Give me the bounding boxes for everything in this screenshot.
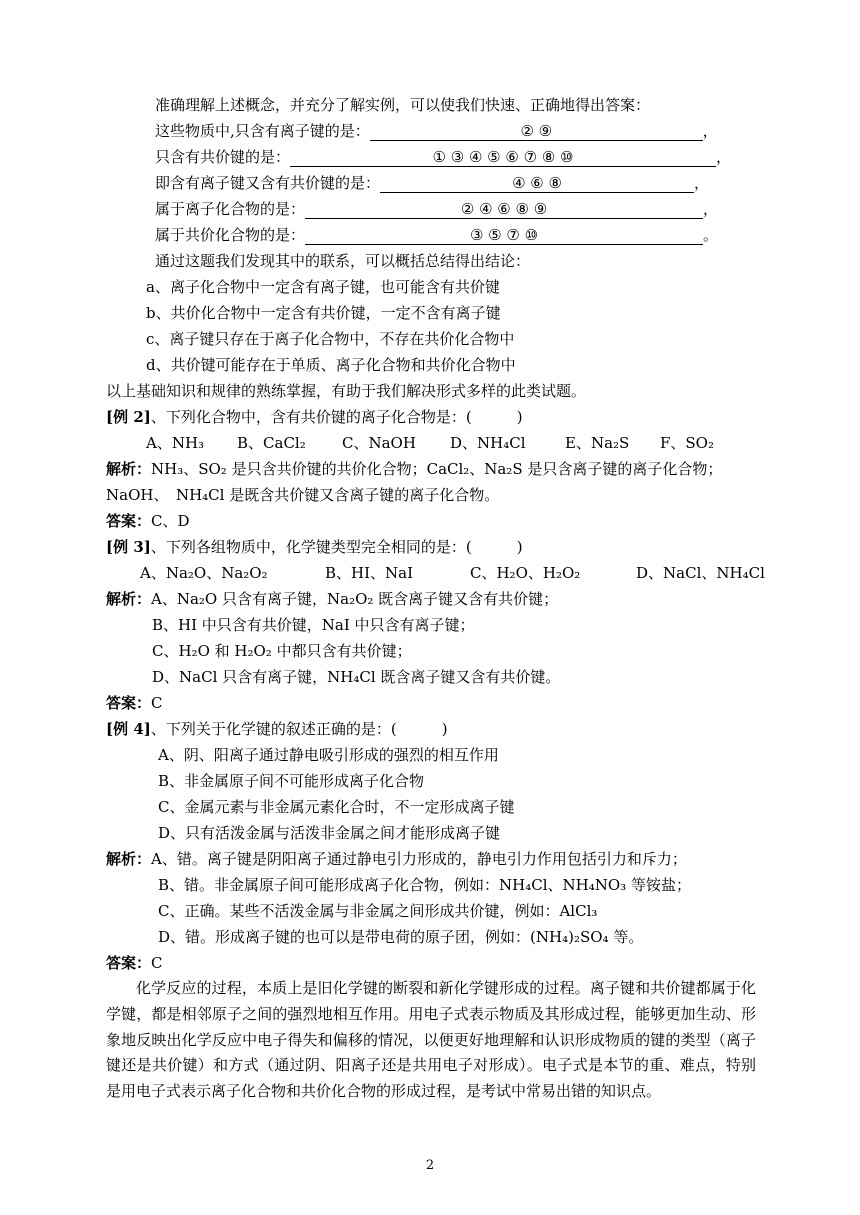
example-3-question xyxy=(106,536,523,558)
example-4-question xyxy=(106,718,448,740)
analysis-text: D、错。形成离子键的也可以是带电荷的原子团，例如：(NH₄)₂SO₄ 等。 xyxy=(158,928,644,946)
punctuation: ， xyxy=(703,200,719,218)
example-tag: [例 3] xyxy=(106,538,151,556)
question-ionic-compounds xyxy=(155,198,718,220)
question-text: 、下列化合物中，含有共价键的离子化合物是：( ) xyxy=(150,408,523,426)
analysis-text: NH₃、SO₂ 是只含共价键的共价化合物；CaCl₂、Na₂S 是只含离子键的离子化合物； xyxy=(151,460,723,478)
conclusion-item: b、共价化合物中一定含有共价键，一定不含有离子键 xyxy=(146,304,501,322)
answer-label: 答案： xyxy=(106,694,152,712)
option: D、NaCl、NH₄Cl xyxy=(636,564,765,582)
punctuation: ， xyxy=(702,122,718,140)
option: D、NH₄Cl xyxy=(450,434,526,452)
option: C、H₂O、H₂O₂ xyxy=(470,564,581,582)
question-covalent-compounds xyxy=(155,224,718,246)
analysis-text: B、HI 中只含有共价键，NaI 中只含有离子键； xyxy=(152,616,475,634)
example-2-answer xyxy=(106,510,190,532)
answer-blank: ④ ⑥ ⑧ xyxy=(380,174,694,193)
answer-text: C、D xyxy=(151,512,190,530)
analysis-label: 解析： xyxy=(106,590,152,608)
answer-blank: ② ⑨ xyxy=(370,122,703,141)
conclusion-item: d、共价键可能存在于单质、离子化合物和共价化合物中 xyxy=(146,356,516,374)
closing-paragraph: 化学反应的过程，本质上是旧化学键的断裂和新化学键形成的过程。离子键和共价键都属于化学键，都是相邻原子之间的强烈地相互作用。用电子式表示物质及其形成过程，能够更加生动、形象地反映出化学反应中电子得失和偏移的情况，以便更好地理解和认识形成物质的键的类型（离子键还是共价键）和方式（通过阴、阳离子还是共用电子对形成）。电子式是本节的重、难点，特别是用电子式表示离子化合物和共价化合物的形成过程，是考试中常易出错的知识点。 xyxy=(106,979,756,1101)
answer-label: 答案： xyxy=(106,954,152,972)
option: E、Na₂S xyxy=(565,434,630,452)
example-2-question xyxy=(106,406,523,428)
answer-text: C xyxy=(151,694,163,712)
summary-line: 通过这题我们发现其中的联系，可以概括总结得出结论： xyxy=(155,252,531,270)
answer-blank: ③ ⑤ ⑦ ⑩ xyxy=(305,226,703,245)
option: A、Na₂O、Na₂O₂ xyxy=(140,564,268,582)
example-tag: [例 2] xyxy=(106,408,151,426)
analysis-text: C、H₂O 和 H₂O₂ 中都只含有共价键； xyxy=(152,642,412,660)
answer-text: C xyxy=(151,954,163,972)
option: F、SO₂ xyxy=(660,434,714,452)
question-label: 即含有离子键又含有共价键的是： xyxy=(155,174,381,192)
option: A、阴、阳离子通过静电吸引形成的强烈的相互作用 xyxy=(158,746,499,764)
example-tag: [例 4] xyxy=(106,720,151,738)
example-3-answer xyxy=(106,692,163,714)
answer-label: 答案： xyxy=(106,512,152,530)
analysis-label: 解析： xyxy=(106,460,152,478)
option: D、只有活泼金属与活泼非金属之间才能形成离子键 xyxy=(158,824,501,842)
question-label: 属于离子化合物的是： xyxy=(155,200,306,218)
example-3-analysis xyxy=(106,588,558,610)
page-number: 2 xyxy=(425,1158,435,1173)
answer-blank: ① ③ ④ ⑤ ⑥ ⑦ ⑧ ⑩ xyxy=(290,148,716,167)
analysis-text: C、正确。某些不活泼金属与非金属之间形成共价键，例如：AlCl₃ xyxy=(158,902,598,920)
analysis-text: A、错。离子键是阴阳离子通过静电引力形成的，静电引力作用包括引力和斥力； xyxy=(151,850,687,868)
intro-line: 准确理解上述概念，并充分了解实例，可以使我们快速、正确地得出答案： xyxy=(155,96,651,114)
question-both-bonds xyxy=(155,172,709,194)
example-2-analysis xyxy=(106,458,722,480)
analysis-text: NaOH、 NH₄Cl 是既含共价键又含离子键的离子化合物。 xyxy=(106,486,500,504)
question-text: 、下列各组物质中，化学键类型完全相同的是：( ) xyxy=(150,538,523,556)
answer-blank: ② ④ ⑥ ⑧ ⑨ xyxy=(305,200,703,219)
closing-line: 以上基础知识和规律的熟练掌握，有助于我们解决形式多样的此类试题。 xyxy=(106,382,587,400)
question-label: 这些物质中,只含有离子键的是： xyxy=(155,122,370,140)
example-4-answer xyxy=(106,952,163,974)
option: C、金属元素与非金属元素化合时，不一定形成离子键 xyxy=(158,798,515,816)
punctuation: 。 xyxy=(703,226,719,244)
analysis-text: A、Na₂O 只含有离子键，Na₂O₂ 既含离子键又含有共价键； xyxy=(151,590,559,608)
question-covalent-only xyxy=(155,146,731,168)
option: C、NaOH xyxy=(342,434,416,452)
punctuation: ， xyxy=(716,148,732,166)
conclusion-item: a、离子化合物中一定含有离子键，也可能含有共价键 xyxy=(146,278,500,296)
question-text: 、下列关于化学键的叙述正确的是：( ) xyxy=(150,720,448,738)
conclusion-item: c、离子键只存在于离子化合物中，不存在共价化合物中 xyxy=(146,330,515,348)
question-label: 属于共价化合物的是： xyxy=(155,226,306,244)
punctuation: ， xyxy=(694,174,710,192)
analysis-text: B、错。非金属原子间可能形成离子化合物，例如：NH₄Cl、NH₄NO₃ 等铵盐； xyxy=(158,876,691,894)
option: B、非金属原子间不可能形成离子化合物 xyxy=(158,772,425,790)
option: B、CaCl₂ xyxy=(237,434,306,452)
analysis-text: D、NaCl 只含有离子键，NH₄Cl 既含离子键又含有共价键。 xyxy=(152,668,561,686)
analysis-label: 解析： xyxy=(106,850,152,868)
question-label: 只含有共价键的是： xyxy=(155,148,291,166)
option: A、NH₃ xyxy=(146,434,205,452)
question-ionic-only xyxy=(155,120,718,142)
example-4-analysis xyxy=(106,848,687,870)
option: B、HI、NaI xyxy=(325,564,414,582)
